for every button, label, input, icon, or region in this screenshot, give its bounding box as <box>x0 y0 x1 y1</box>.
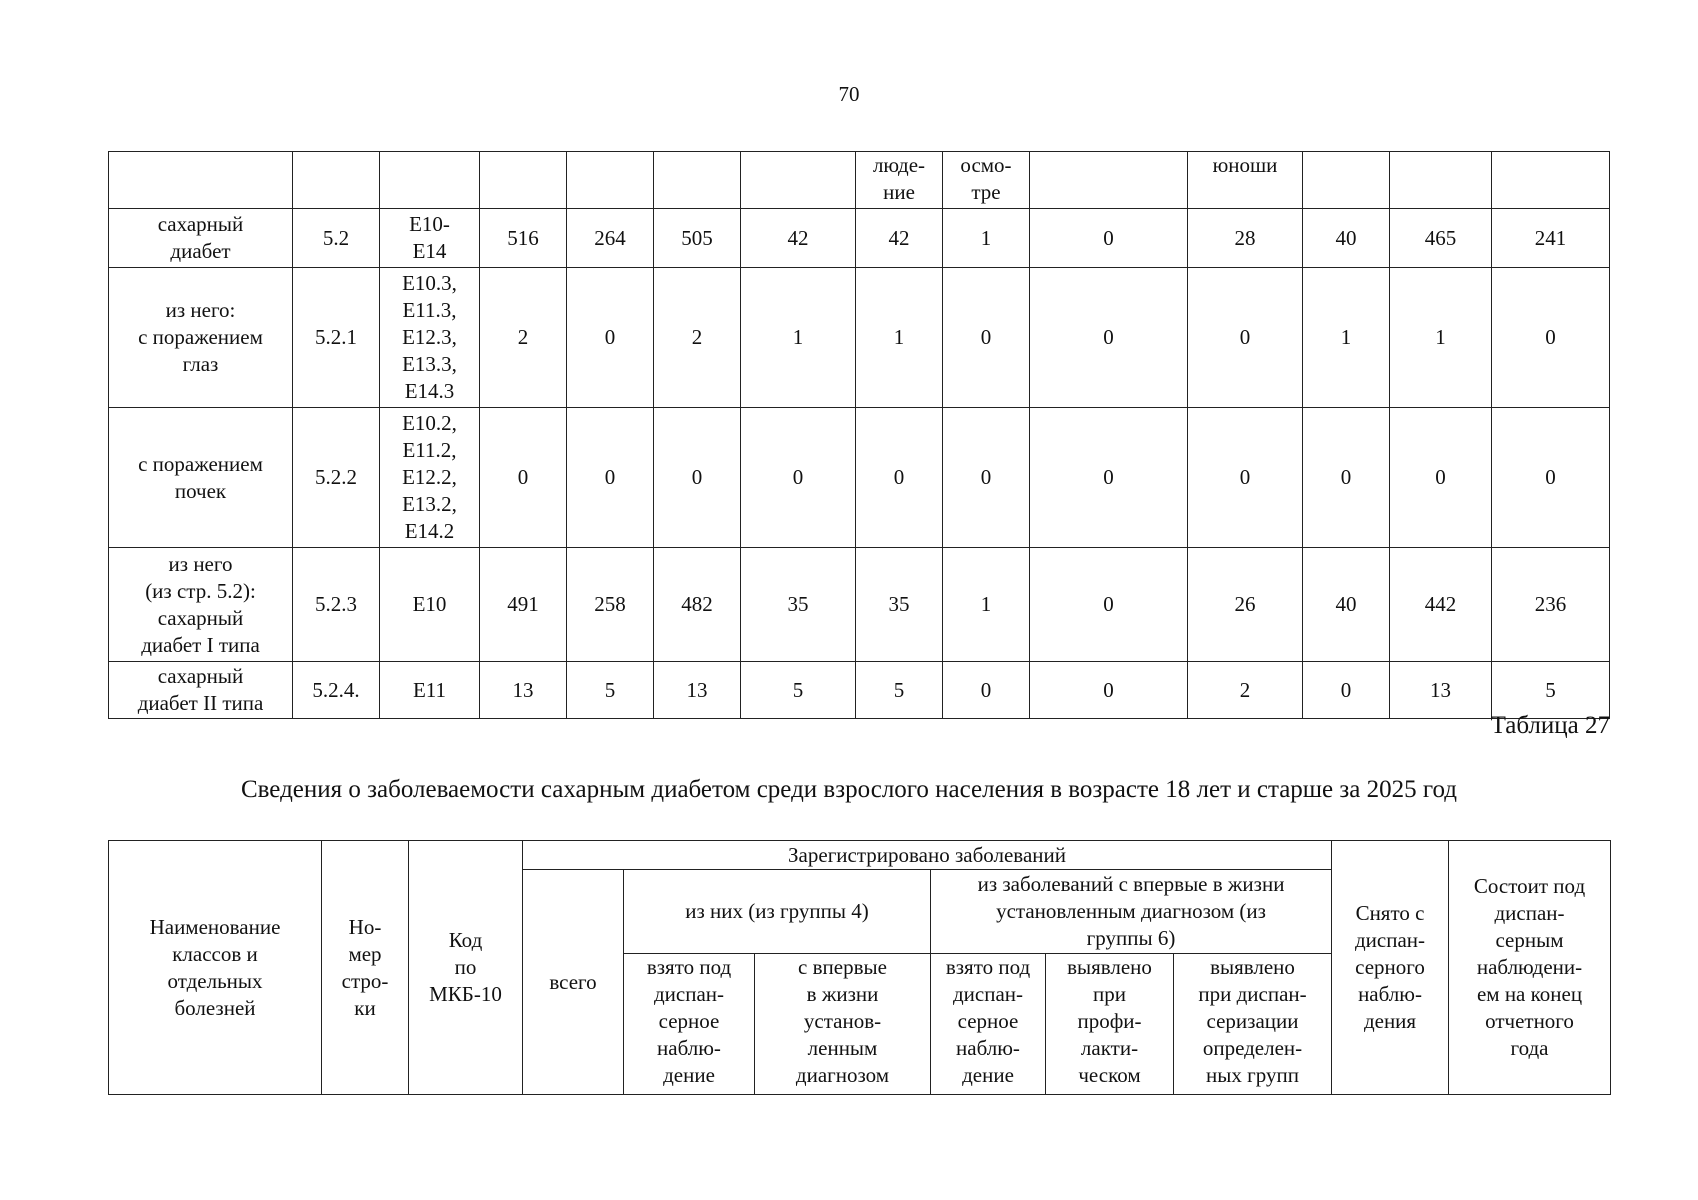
row-value: 0 <box>943 662 1030 719</box>
row-value: 5 <box>567 662 654 719</box>
header-g4-first-diagnosis: с впервые в жизни установ- ленным диагнозом <box>755 954 931 1095</box>
row-value: 0 <box>1303 662 1390 719</box>
row-value: 0 <box>1390 408 1492 548</box>
header-end-of-year: Состоит под диспан- серным наблюдени- ем на конец отчетного года <box>1449 841 1611 1095</box>
header-line-number: Но- мер стро- ки <box>322 841 409 1095</box>
header-fragment-8: осмо- тре <box>943 152 1030 209</box>
header-group4: из них (из группы 4) <box>624 870 931 954</box>
row-value: 28 <box>1188 209 1303 268</box>
row-value: 0 <box>943 408 1030 548</box>
row-value: 2 <box>480 268 567 408</box>
row-value: 0 <box>1303 408 1390 548</box>
row-name: сахарный диабет II типа <box>109 662 293 719</box>
row-name: с поражением почек <box>109 408 293 548</box>
row-value: 0 <box>1188 268 1303 408</box>
header-g6-dispensary: взято под диспан- серное наблю- дение <box>931 954 1046 1095</box>
row-value: 40 <box>1303 209 1390 268</box>
row-value: 0 <box>1030 209 1188 268</box>
row-value: 0 <box>480 408 567 548</box>
row-value: 0 <box>1492 268 1610 408</box>
row-value: 26 <box>1188 548 1303 662</box>
row-value: 465 <box>1390 209 1492 268</box>
header-icd-code: Код по МКБ-10 <box>409 841 523 1095</box>
row-value: 35 <box>741 548 856 662</box>
row-value: 491 <box>480 548 567 662</box>
row-value: 42 <box>856 209 943 268</box>
row-value: 1 <box>1303 268 1390 408</box>
table-row <box>109 408 1610 548</box>
row-line-number: 5.2.3 <box>293 548 380 662</box>
row-value: 505 <box>654 209 741 268</box>
table-row <box>109 662 1610 719</box>
header-disease-name: Наименование классов и отдельных болезней <box>109 841 322 1095</box>
row-value: 40 <box>1303 548 1390 662</box>
header-fragment-6 <box>741 152 856 209</box>
header-total: всего <box>523 870 624 1095</box>
row-line-number: 5.2.4. <box>293 662 380 719</box>
row-value: 1 <box>943 209 1030 268</box>
row-icd-code: E10.3, E11.3, E12.3, E13.3, E14.3 <box>380 268 480 408</box>
header-fragment-12 <box>1390 152 1492 209</box>
row-name: сахарный диабет <box>109 209 293 268</box>
row-value: 0 <box>1188 408 1303 548</box>
row-value: 0 <box>654 408 741 548</box>
row-value: 264 <box>567 209 654 268</box>
row-value: 1 <box>856 268 943 408</box>
diabetes-adults-table <box>108 840 1611 1095</box>
table-title: Сведения о заболеваемости сахарным диабетом среди взрослого населения в возрасте 18 лет и старше за 2025 год <box>240 776 1458 803</box>
header-fragment-4 <box>567 152 654 209</box>
row-value: 5 <box>1492 662 1610 719</box>
table-caption: Таблица 27 <box>1490 712 1610 739</box>
row-value: 1 <box>943 548 1030 662</box>
row-line-number: 5.2 <box>293 209 380 268</box>
row-value: 0 <box>1030 662 1188 719</box>
header-fragment-1 <box>293 152 380 209</box>
row-value: 0 <box>1030 408 1188 548</box>
header-fragment-2 <box>380 152 480 209</box>
row-value: 5 <box>741 662 856 719</box>
table-row <box>109 548 1610 662</box>
row-value: 236 <box>1492 548 1610 662</box>
row-value: 482 <box>654 548 741 662</box>
row-value: 0 <box>567 408 654 548</box>
header-fragment-11 <box>1303 152 1390 209</box>
row-value: 0 <box>1030 268 1188 408</box>
row-value: 1 <box>1390 268 1492 408</box>
row-value: 35 <box>856 548 943 662</box>
row-value: 0 <box>741 408 856 548</box>
header-g6-dispanserization: выявлено при диспан- серизации определен- ных групп <box>1174 954 1332 1095</box>
table-row <box>109 152 1610 209</box>
row-value: 241 <box>1492 209 1610 268</box>
row-value: 5 <box>856 662 943 719</box>
row-value: 0 <box>1030 548 1188 662</box>
row-value: 0 <box>1492 408 1610 548</box>
row-value: 1 <box>741 268 856 408</box>
table-row <box>109 268 1610 408</box>
row-icd-code: E10 <box>380 548 480 662</box>
header-fragment-3 <box>480 152 567 209</box>
row-line-number: 5.2.1 <box>293 268 380 408</box>
row-value: 258 <box>567 548 654 662</box>
header-fragment-9 <box>1030 152 1188 209</box>
row-value: 0 <box>943 268 1030 408</box>
row-value: 42 <box>741 209 856 268</box>
row-name: из него: с поражением глаз <box>109 268 293 408</box>
row-icd-code: E11 <box>380 662 480 719</box>
row-value: 13 <box>1390 662 1492 719</box>
row-value: 2 <box>654 268 741 408</box>
row-value: 0 <box>567 268 654 408</box>
row-value: 13 <box>654 662 741 719</box>
header-fragment-10: юноши <box>1188 152 1303 209</box>
row-name: из него (из стр. 5.2): сахарный диабет I типа <box>109 548 293 662</box>
row-value: 442 <box>1390 548 1492 662</box>
header-fragment-5 <box>654 152 741 209</box>
header-fragment-7: люде- ние <box>856 152 943 209</box>
row-value: 2 <box>1188 662 1303 719</box>
header-group6: из заболеваний с впервые в жизни установленным диагнозом (из группы 6) <box>931 870 1332 954</box>
header-removed: Снято с диспан- серного наблю- дения <box>1332 841 1449 1095</box>
table-row <box>109 209 1610 268</box>
row-icd-code: E10- E14 <box>380 209 480 268</box>
page-number: 70 <box>838 82 860 106</box>
header-fragment-13 <box>1492 152 1610 209</box>
row-value: 13 <box>480 662 567 719</box>
header-g4-dispensary: взято под диспан- серное наблю- дение <box>624 954 755 1095</box>
header-fragment-0 <box>109 152 293 209</box>
row-icd-code: E10.2, E11.2, E12.2, E13.2, E14.2 <box>380 408 480 548</box>
header-registered: Зарегистрировано заболеваний <box>523 841 1332 870</box>
disease-table-continued <box>108 151 1610 719</box>
row-value: 0 <box>856 408 943 548</box>
row-value: 516 <box>480 209 567 268</box>
row-line-number: 5.2.2 <box>293 408 380 548</box>
header-g6-prophylactic: выявлено при профи- лакти- ческом <box>1046 954 1174 1095</box>
